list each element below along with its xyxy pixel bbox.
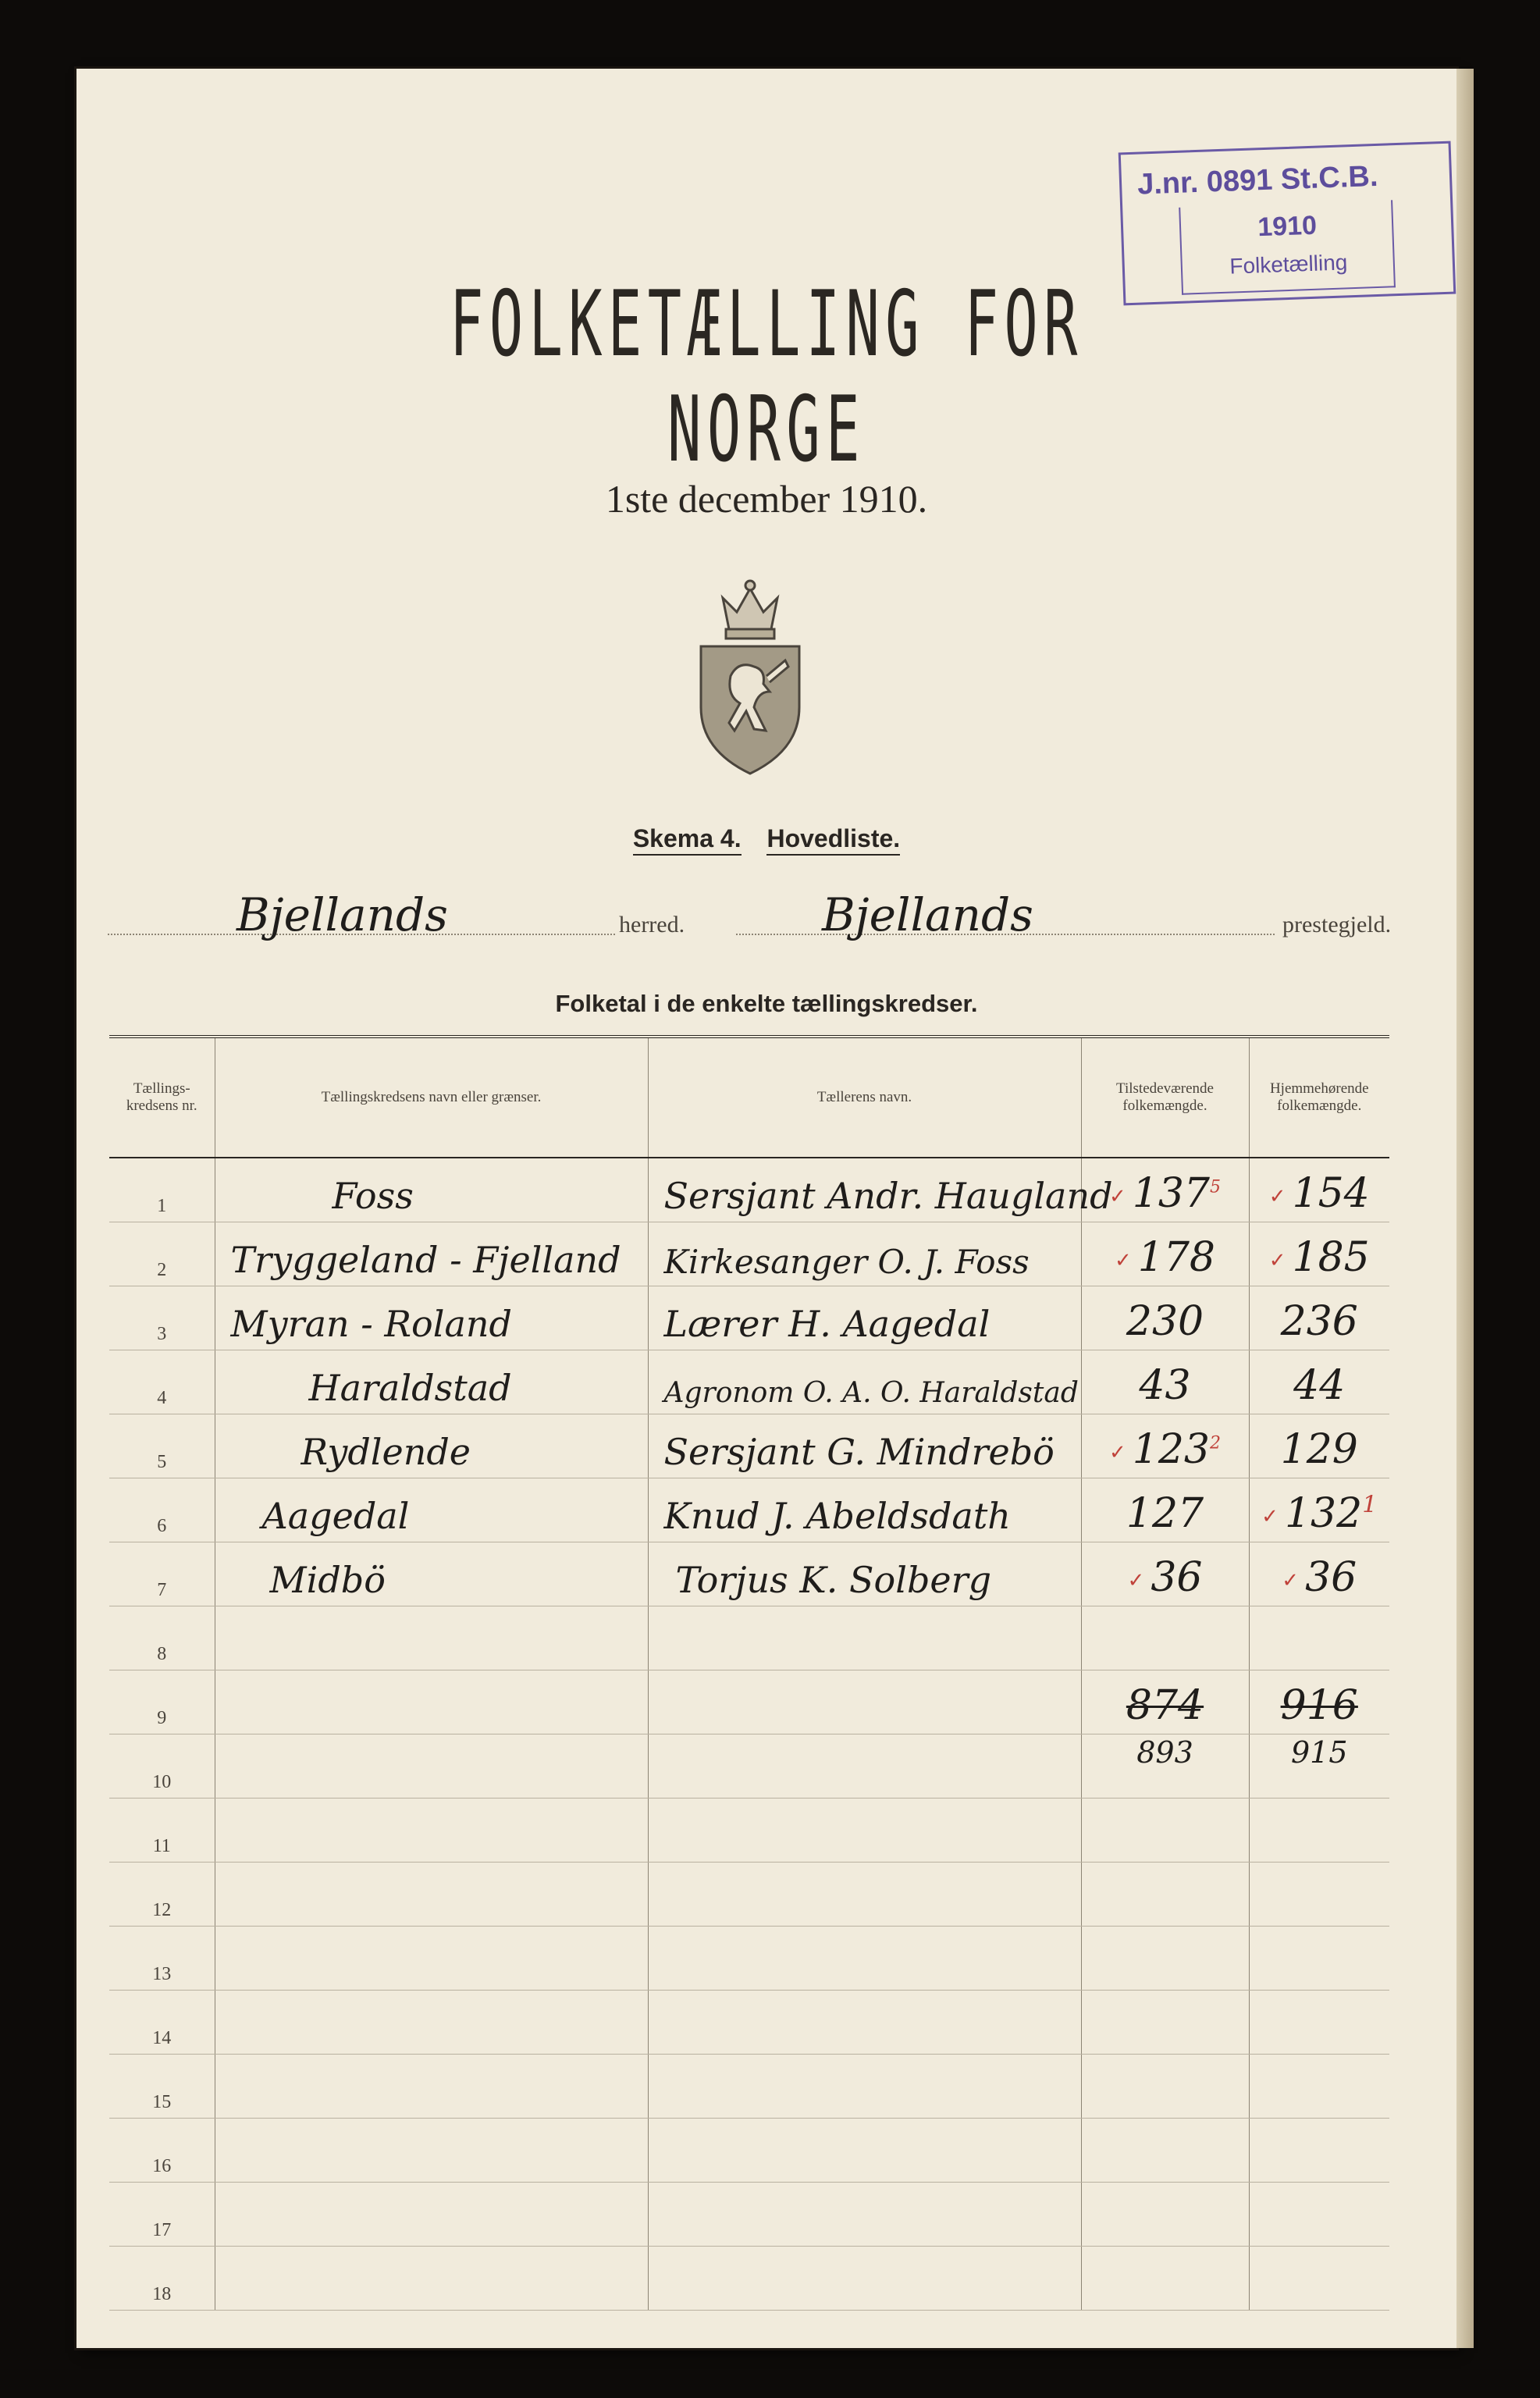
table-row <box>109 1798 1389 1863</box>
table-row <box>109 2247 1389 2311</box>
stamp-year: 1910 <box>1257 210 1318 243</box>
schema-name: Hovedliste. <box>766 824 900 856</box>
sum-hjemme: 916 <box>1249 1670 1389 1734</box>
coat-of-arms-icon <box>692 575 809 777</box>
kreds-navn: Foss <box>215 1158 648 1222</box>
stamp-journal-number: J.nr. 0891 St.C.B. <box>1136 159 1379 201</box>
kreds-navn: Tryggeland - Fjelland <box>215 1222 648 1286</box>
row-nr: 3 <box>109 1286 215 1350</box>
form-title: FOLKETÆLLING FOR NORGE <box>450 272 1083 482</box>
hjemme-value: 129 <box>1249 1414 1389 1478</box>
teller-navn: Knud J. Abeldsdath <box>648 1478 1081 1542</box>
table-row <box>109 1670 1389 1734</box>
table-row <box>109 2055 1389 2119</box>
kreds-navn: Myran - Roland <box>215 1286 648 1350</box>
row-nr: 7 <box>109 1542 215 1606</box>
row-nr: 15 <box>109 2055 215 2119</box>
kreds-navn: Midbö <box>215 1542 648 1606</box>
teller-navn: Sersjant Andr. Haugland <box>648 1158 1081 1222</box>
table-row <box>109 2183 1389 2247</box>
tilstede-value: ✓ 178 <box>1081 1222 1249 1286</box>
table-row <box>109 1286 1389 1350</box>
corrected-sum-hjemme: 915 <box>1249 1734 1389 1798</box>
table-row <box>109 1927 1389 1991</box>
header-tilstede: Tilstedeværende folkemængde. <box>1081 1037 1249 1158</box>
hjemme-value: ✓ 185 <box>1249 1222 1389 1286</box>
tilstede-value: 230 <box>1081 1286 1249 1350</box>
teller-navn: Sersjant G. Mindrebö <box>648 1414 1081 1478</box>
tilstede-value: ✓ 36 <box>1081 1542 1249 1606</box>
row-nr: 5 <box>109 1414 215 1478</box>
table-row <box>109 1222 1389 1286</box>
row-nr: 1 <box>109 1158 215 1222</box>
teller-navn: Kirkesanger O. J. Foss <box>648 1222 1081 1286</box>
hjemme-value: ✓ $132^1$ <box>1249 1478 1389 1542</box>
row-nr: 16 <box>109 2119 215 2183</box>
hjemme-value: ✓ 36 <box>1249 1542 1389 1606</box>
tilstede-value: 43 <box>1081 1350 1249 1414</box>
table-row <box>109 1350 1389 1414</box>
schema-heading <box>76 824 1456 853</box>
hjemme-value: ✓ 154 <box>1249 1158 1389 1222</box>
header-hjemme: Hjemmehørende folkemængde. <box>1249 1037 1389 1158</box>
row-nr: 10 <box>109 1734 215 1798</box>
teller-navn: Torjus K. Solberg <box>648 1542 1081 1606</box>
stamp-label: Folketælling <box>1229 250 1348 279</box>
hjemme-value: 44 <box>1249 1350 1389 1414</box>
kreds-navn: Aagedal <box>215 1478 648 1542</box>
header-navn: Tællingskredsens navn eller grænser. <box>215 1037 648 1158</box>
table-subtitle: Folketal i de enkelte tællingskredser. <box>555 990 978 1017</box>
herred-label: herred. <box>619 912 685 937</box>
herred-value: Bjellands <box>237 888 448 941</box>
census-date: 1ste december 1910. <box>605 477 928 521</box>
kreds-navn: Rydlende <box>215 1414 648 1478</box>
schema-number: Skema 4. <box>633 824 742 856</box>
table-row <box>109 1158 1389 1222</box>
table-row <box>109 1863 1389 1927</box>
prestegjeld-label: prestegjeld. <box>1282 912 1392 937</box>
row-nr: 17 <box>109 2183 215 2247</box>
row-nr: 4 <box>109 1350 215 1414</box>
tilstede-value: 127 <box>1081 1478 1249 1542</box>
row-nr: 14 <box>109 1991 215 2055</box>
corrected-sum-tilstede: 893 <box>1081 1734 1249 1798</box>
row-nr: 11 <box>109 1798 215 1863</box>
header-teller: Tællerens navn. <box>648 1037 1081 1158</box>
row-nr: 18 <box>109 2247 215 2311</box>
prestegjeld-value: Bjellands <box>822 888 1033 941</box>
row-nr: 6 <box>109 1478 215 1542</box>
kreds-navn: Haraldstad <box>215 1350 648 1414</box>
district-line <box>108 888 1419 951</box>
table-row <box>109 1478 1389 1542</box>
table-row <box>109 1542 1389 1606</box>
table-header-row <box>109 1037 1389 1158</box>
row-nr: 12 <box>109 1863 215 1927</box>
row-nr: 8 <box>109 1606 215 1670</box>
census-form-page <box>76 69 1456 2348</box>
table-row <box>109 1991 1389 2055</box>
row-nr: 13 <box>109 1927 215 1991</box>
tilstede-value: ✓ $137^5$ <box>1081 1158 1249 1222</box>
table-row <box>109 1414 1389 1478</box>
table-row <box>109 2119 1389 2183</box>
tilstede-value: ✓ $123^2$ <box>1081 1414 1249 1478</box>
hjemme-value: 236 <box>1249 1286 1389 1350</box>
row-nr: 9 <box>109 1670 215 1734</box>
table-row <box>109 1606 1389 1670</box>
table-row <box>109 1734 1389 1798</box>
sum-tilstede: 874 <box>1081 1670 1249 1734</box>
row-nr: 2 <box>109 1222 215 1286</box>
teller-navn: Agronom O. A. O. Haraldstad <box>648 1350 1081 1414</box>
teller-navn: Lærer H. Aagedal <box>648 1286 1081 1350</box>
census-table <box>109 1035 1389 2311</box>
header-nr: Tællings-kredsens nr. <box>109 1037 215 1158</box>
